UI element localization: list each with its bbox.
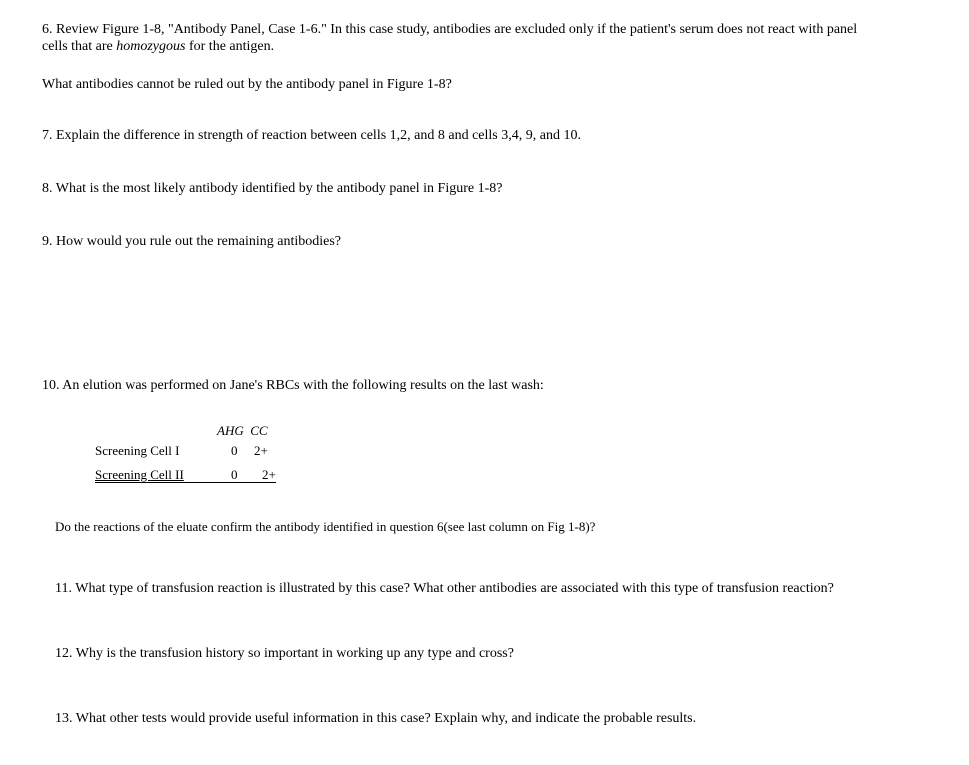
elution-table-header bbox=[217, 422, 268, 439]
screening-cell-1-ahg: 0 bbox=[231, 443, 238, 458]
homozygous-emphasis: homozygous bbox=[116, 39, 186, 54]
question-10-followup: Do the reactions of the eluate confirm the antibody identified in question 6(see last column on Fig 1-8)? bbox=[55, 519, 596, 534]
question-6-line-2-suffix: for the antigen. bbox=[185, 39, 275, 54]
table-row-underline bbox=[95, 482, 276, 483]
question-6-followup: What antibodies cannot be ruled out by the antibody panel in Figure 1-8? bbox=[42, 77, 452, 92]
question-8: 8. What is the most likely antibody identified by the antibody panel in Figure 1-8? bbox=[42, 181, 503, 196]
screening-cell-2-label: Screening Cell II bbox=[95, 467, 184, 482]
question-7: 7. Explain the difference in strength of reaction between cells 1,2, and 8 and cells 3,4, 9, and 10. bbox=[42, 128, 581, 143]
question-6-line-1: 6. Review Figure 1-8, "Antibody Panel, Case 1-6." In this case study, antibodies are excluded only if the patient's serum does not react with panel bbox=[42, 22, 858, 37]
question-13: 13. What other tests would provide useful information in this case? Explain why, and indicate the probable results. bbox=[55, 711, 697, 726]
screening-cell-2-ahg: 0 bbox=[231, 467, 238, 482]
question-6 bbox=[42, 21, 857, 55]
question-12: 12. Why is the transfusion history so important in working up any type and cross? bbox=[55, 646, 514, 661]
screening-cell-2-cc: 2+ bbox=[262, 467, 276, 482]
question-11: 11. What type of transfusion reaction is illustrated by this case? What other antibodies are associated with this type of transfusion reaction? bbox=[55, 581, 834, 596]
header-ahg: AHG bbox=[217, 423, 244, 438]
question-10: 10. An elution was performed on Jane's RBCs with the following results on the last wash: bbox=[42, 378, 544, 393]
question-6-line-2-prefix: cells that are bbox=[42, 39, 117, 54]
screening-cell-1-label: Screening Cell I bbox=[95, 443, 180, 458]
question-6-line-2 bbox=[42, 38, 857, 55]
question-9: 9. How would you rule out the remaining antibodies? bbox=[42, 234, 341, 249]
screening-cell-1-cc: 2+ bbox=[254, 443, 268, 458]
header-cc: CC bbox=[250, 423, 268, 438]
